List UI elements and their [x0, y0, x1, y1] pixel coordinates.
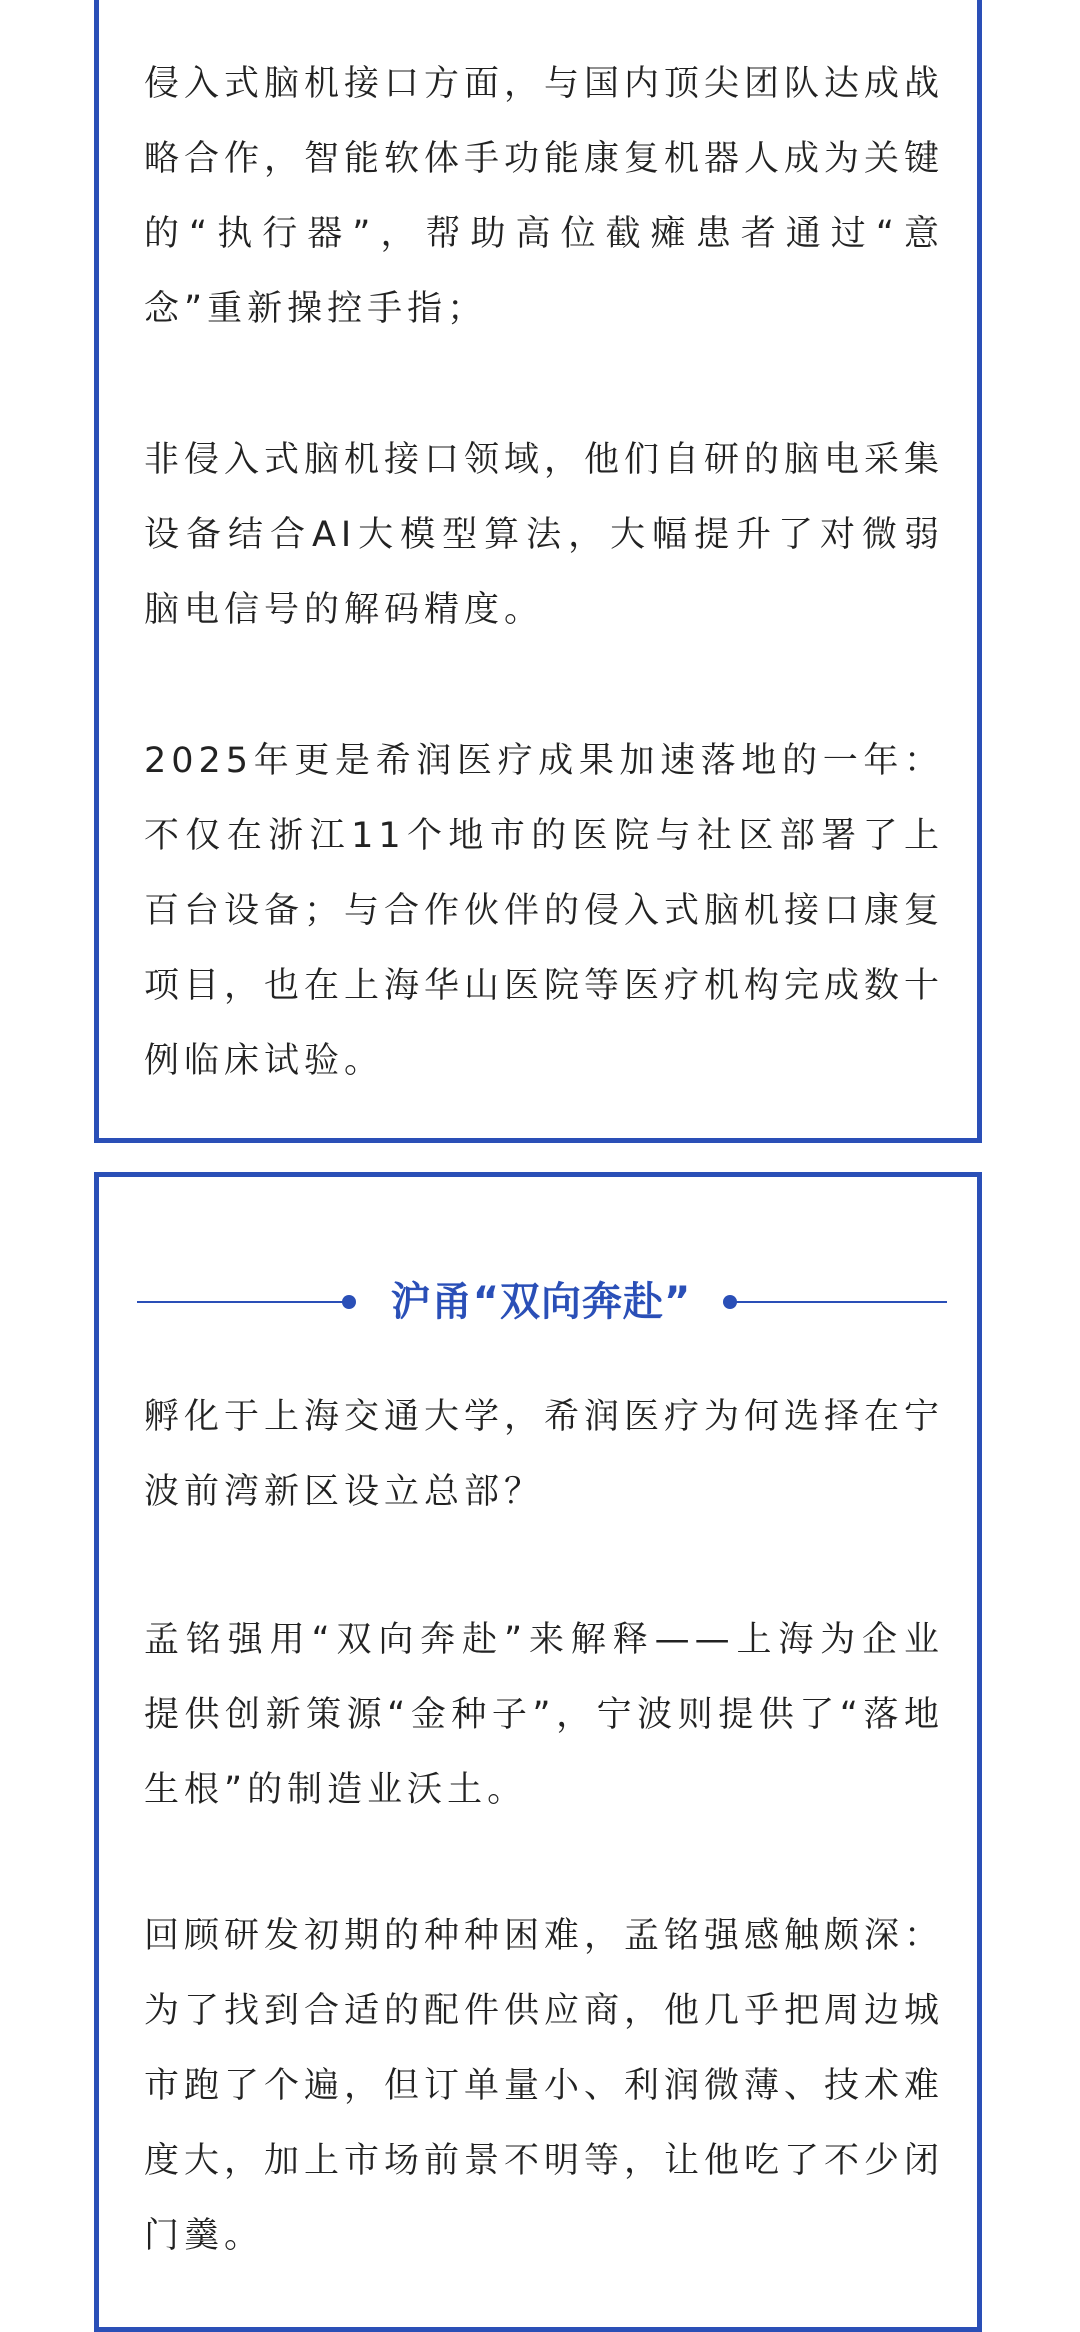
- paragraph-noninvasive-bci: 非侵入式脑机接口领域，他们自研的脑电采集设备结合AI大模型算法，大幅提升了对微弱脑电信号的解码精度。: [144, 440, 945, 630]
- article-card-bottom: [94, 1172, 982, 2332]
- heading-dot-left: [342, 1295, 356, 1309]
- section-title: 沪甬“双向奔赴”: [390, 1279, 692, 1325]
- heading-divider-left: [137, 1301, 347, 1303]
- paragraph-incubation: 孵化于上海交通大学，希润医疗为何选择在宁波前湾新区设立总部？: [144, 1397, 945, 1512]
- paragraph-two-way: 孟铭强用“双向奔赴”来解释——上海为企业提供创新策源“金种子”，宁波则提供了“落地生根”的制造业沃土。: [144, 1620, 944, 1810]
- paragraph-invasive-bci: 侵入式脑机接口方面，与国内顶尖团队达成战略合作，智能软体手功能康复机器人成为关键的“执行器”，帮助高位截瘫患者通过“意念”重新操控手指；: [144, 64, 945, 329]
- paragraph-2025-progress: 2025年更是希润医疗成果加速落地的一年：不仅在浙江11个地市的医院与社区部署了上百台设备；与合作伙伴的侵入式脑机接口康复项目，也在上海华山医院等医疗机构完成数十例临床试验。: [144, 741, 945, 1081]
- article-card-top: [94, 0, 982, 1143]
- section-heading: [137, 1272, 947, 1332]
- paragraph-early-difficulties: 回顾研发初期的种种困难，孟铭强感触颇深：为了找到合适的配件供应商，他几乎把周边城市跑了个遍，但订单量小、利润微薄、技术难度大，加上市场前景不明等，让他吃了不少闭门羹。: [144, 1916, 945, 2256]
- heading-divider-right: [731, 1301, 947, 1303]
